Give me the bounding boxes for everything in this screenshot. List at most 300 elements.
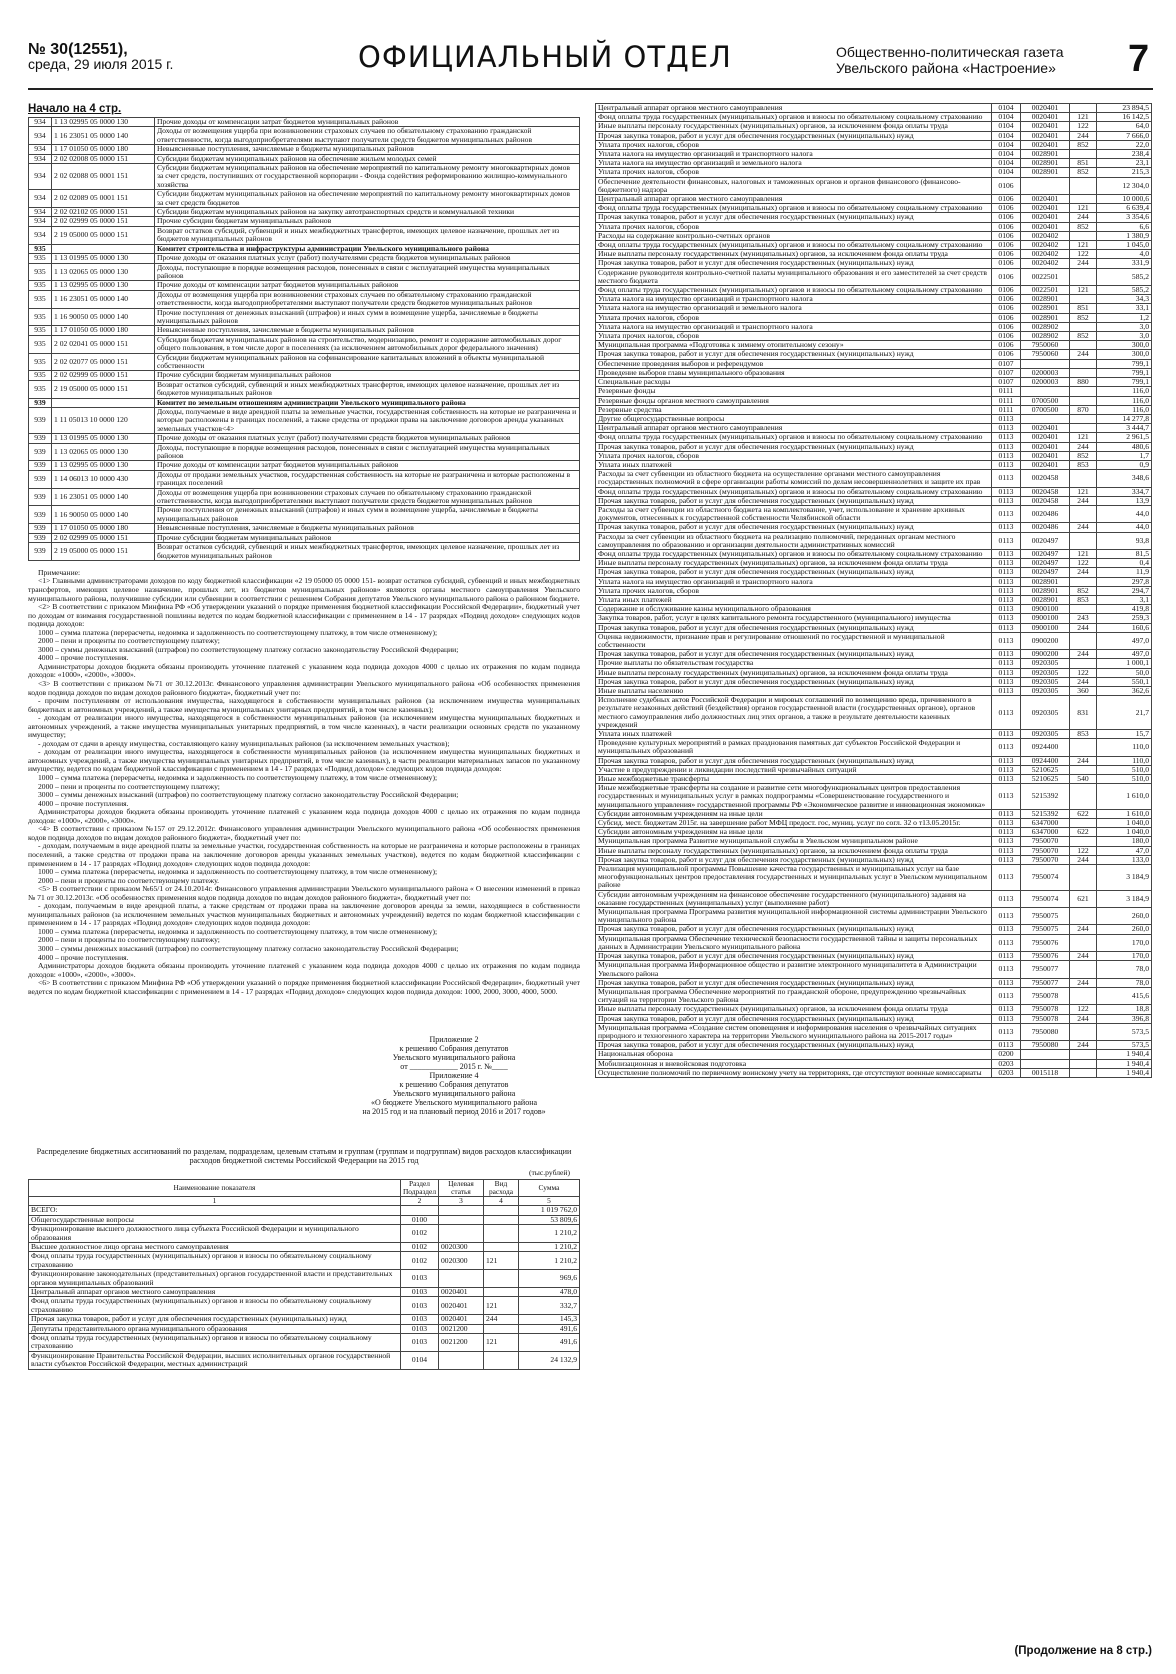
- table-row: [596, 568, 1152, 577]
- amount: 18,8: [1097, 1005, 1152, 1014]
- target-article: 0200003: [1021, 378, 1070, 387]
- table-row: [29, 226, 580, 244]
- amount: 238,4: [1097, 150, 1152, 159]
- table-row: [596, 350, 1152, 359]
- table-row: [29, 1351, 580, 1369]
- amount: 0,9: [1097, 460, 1152, 469]
- indicator-name: Прочая закупка товаров, работ и услуг для обеспечения государственных (муниципальных) нужд: [596, 756, 992, 765]
- section-code: 0113: [992, 496, 1021, 505]
- indicator-name: Уплата прочих налогов, сборов: [596, 140, 992, 149]
- section-code: 0103: [400, 1297, 438, 1315]
- column-header: Целевая статья: [439, 1179, 484, 1196]
- footnote-paragraph: 2000 – пени и проценты по соответствующему платежу;: [38, 935, 220, 945]
- revenue-name: Доходы, поступающие в порядке возмещения расходов, понесенных в связи с эксплуатацией имущества муниципальных районов: [155, 443, 580, 461]
- admin-code: 934: [29, 145, 52, 154]
- target-article: 6347000: [1021, 828, 1070, 837]
- expense-type: [1070, 1068, 1097, 1077]
- expense-type: 853: [1070, 595, 1097, 604]
- expense-type: 851: [1070, 159, 1097, 168]
- section-code: 0113: [992, 623, 1021, 632]
- revenue-code: 2 02 02041 05 0000 151: [52, 335, 155, 353]
- amount: 348,6: [1097, 470, 1152, 487]
- table-row: [596, 487, 1152, 496]
- amount: 415,6: [1097, 987, 1152, 1004]
- amount: 1 610,0: [1097, 784, 1152, 810]
- column-number: 3: [439, 1197, 484, 1206]
- indicator-name: Исполнение судебных актов Российской Федерации и мировых соглашений по возмещению вреда, причиненного в результате незаконных действий (бездействия) органов государственной власти (государственных органов), органов местного самоуправления либо должностных лиц этих органов, а также в результате деятельности казенных учреждений: [596, 696, 992, 730]
- expense-type: [1070, 987, 1097, 1004]
- indicator-name: Иные выплаты персоналу государственных (муниципальных) органов, за исключением фонда оплаты труда: [596, 1005, 992, 1014]
- amount: 23,1: [1097, 159, 1152, 168]
- admin-code: 935: [29, 254, 52, 263]
- indicator-name: Иные межбюджетные трансферты: [596, 775, 992, 784]
- expense-type: 851: [1070, 304, 1097, 313]
- target-article: 7950080: [1021, 1023, 1070, 1040]
- target-article: 7950070: [1021, 855, 1070, 864]
- expense-type: 244: [1070, 855, 1097, 864]
- amount: 491,6: [519, 1324, 580, 1333]
- expense-type: [484, 1324, 519, 1333]
- target-article: [1021, 1050, 1070, 1059]
- target-article: 0021200: [439, 1334, 484, 1352]
- indicator-name: Фонд оплаты труда государственных (муниципальных) органов и взносы по обязательному социальному страхованию: [596, 433, 992, 442]
- amount: 362,6: [1097, 687, 1152, 696]
- indicator-name: Уплата прочих налогов, сборов: [596, 586, 992, 595]
- indicator-name: Расходы на содержание контрольно-счетных органов: [596, 231, 992, 240]
- revenue-name: Прочие доходы от оказания платных услуг (работ) получателями средств бюджетов муниципальных районов: [155, 434, 580, 443]
- table-row: [596, 890, 1152, 907]
- section-code: 0113: [992, 532, 1021, 549]
- table-row: [596, 756, 1152, 765]
- indicator-name: Фонд оплаты труда государственных (муниципальных) органов и взносы по обязательному социальному страхованию: [596, 204, 992, 213]
- expense-type: 244: [1070, 259, 1097, 268]
- footnote-paragraph: <5> В соответствии с приказом №65/1 от 24.10.2014г. Финансового управления администрации Увельского муниципального района « О внесении изменений в приказ № 71 от 30.12.2013г. «Об особенностях применения кодов подвида доходов по видам доходов районного бюджета», бюджетный учет по:: [28, 884, 580, 902]
- admin-code: 939: [29, 524, 52, 533]
- target-article: 7950078: [1021, 987, 1070, 1004]
- admin-code: 934: [29, 217, 52, 226]
- expense-type: [484, 1270, 519, 1288]
- amount: 550,1: [1097, 677, 1152, 686]
- table-row: [596, 1050, 1152, 1059]
- table-row: [596, 1023, 1152, 1040]
- target-article: [439, 1206, 484, 1215]
- table-row: [596, 925, 1152, 934]
- revenue-name: Прочие доходы от компенсации затрат бюджетов муниципальных районов: [155, 118, 580, 127]
- target-article: 0020401: [1021, 204, 1070, 213]
- appendix-line: Увельского муниципального района: [392, 1088, 516, 1098]
- amount: 3,0: [1097, 332, 1152, 341]
- table-row: [596, 1014, 1152, 1023]
- amount: 573,5: [1097, 1041, 1152, 1050]
- indicator-name: Уплата налога на имущество организаций и транспортного налога: [596, 150, 992, 159]
- appendix-line: Приложение 4: [429, 1070, 479, 1080]
- footnote-paragraph: 3000 – суммы денежных взысканий (штрафов) по соответствующему платежу согласно законодательству Российской Федерации;: [38, 790, 459, 800]
- amount: 6 639,4: [1097, 204, 1152, 213]
- section-code: 0113: [992, 846, 1021, 855]
- indicator-name: Муниципальная программа Обеспечение мероприятий по гражданской обороне, предупреждению чрезвычайных ситуаций на территории Увельского района: [596, 987, 992, 1004]
- indicator-name: Прочая закупка товаров, работ и услуг для обеспечения государственных (муниципальных) нужд: [596, 952, 992, 961]
- expense-type: 852: [1070, 313, 1097, 322]
- section-code: 0113: [992, 451, 1021, 460]
- target-article: 0020401: [1021, 433, 1070, 442]
- expense-type: 852: [1070, 168, 1097, 177]
- target-article: 0020401: [1021, 460, 1070, 469]
- table-row: [29, 263, 580, 281]
- section-code: 0104: [992, 159, 1021, 168]
- section-code: 0104: [992, 122, 1021, 131]
- indicator-name: Прочая закупка товаров, работ и услуг для обеспечения государственных (муниципальных) нужд: [596, 568, 992, 577]
- amount: 116,0: [1097, 396, 1152, 405]
- indicator-name: Фонд оплаты труда государственных (муниципальных) органов и взносы по обязательному социальному страхованию: [29, 1297, 401, 1315]
- indicator-name: ВСЕГО:: [29, 1206, 401, 1215]
- footnote-paragraph: - доходам от реализации иного имущества, находящегося в собственности муниципальных районов (за исключением имущества муниципальных бюджетных и автономных учреждений, а также имущества муниципальных унитарных предприятий, в том числе казенных), в части реализации материальных запасов по указанному имуществу, ведется по кодам бюджетной классификации с применением в 14 - 17 разрядах «Подвид доходов» следующих кодов подвида доходов:: [28, 747, 580, 774]
- footnote-paragraph: 3000 – суммы денежных взысканий (штрафов) по соответствующему платежу согласно законодательству Российской Федерации;: [38, 943, 459, 953]
- expense-type: 122: [1070, 1005, 1097, 1014]
- amount: 44,0: [1097, 505, 1152, 522]
- revenue-name: Прочие поступления от денежных взысканий (штрафов) и иных сумм в возмещение ущерба, зачисляемые в бюджеты муниципальных районов: [155, 506, 580, 524]
- expense-type: 121: [1070, 286, 1097, 295]
- indicator-name: Оценка недвижимости, признание прав и регулирование отношений по государственной и муниципальной собственности: [596, 632, 992, 649]
- units-label: (тыс.рублей): [528, 1167, 570, 1177]
- revenue-name: Субсидии бюджетам муниципальных районов на обеспечение мероприятий по капитальному ремонту многоквартирных домов за счет средств, поступивших от государственной корпорации - Фонда содействия реформированию жилищно-коммунального хозяйства: [155, 164, 580, 190]
- expense-type: [1070, 532, 1097, 549]
- target-article: 0028901: [1021, 577, 1070, 586]
- expense-type: 540: [1070, 775, 1097, 784]
- expense-type: 852: [1070, 332, 1097, 341]
- target-article: 0900200: [1021, 632, 1070, 649]
- expense-type: 122: [1070, 250, 1097, 259]
- target-article: 0924400: [1021, 739, 1070, 756]
- amount: 145,3: [519, 1315, 580, 1324]
- section-code: 0113: [992, 952, 1021, 961]
- target-article: 0020401: [439, 1297, 484, 1315]
- section-code: 0113: [992, 470, 1021, 487]
- table-row: [29, 470, 580, 488]
- indicator-name: Функционирование Правительства Российской Федерации, высших исполнительных органов государственной власти субъектов Российской Федерации, местных администраций: [29, 1351, 401, 1369]
- section-code: 0113: [992, 595, 1021, 604]
- table-row: [596, 122, 1152, 131]
- indicator-name: Муниципальная программа «Подготовка к зимнему отопительному сезону»: [596, 341, 992, 350]
- expense-type: 244: [1070, 523, 1097, 532]
- indicator-name: Расходы за счет субвенции из областного бюджета на реализацию полномочий, переданных органам местного самоуправления по образованию и организации деятельности административных комиссий: [596, 532, 992, 549]
- indicator-name: Иные выплаты персоналу государственных (муниципальных) органов, за исключением фонда оплаты труда: [596, 122, 992, 131]
- amount: 300,0: [1097, 350, 1152, 359]
- table-header-num-row: [29, 1197, 580, 1206]
- section-code: 0113: [992, 696, 1021, 730]
- expense-type: 122: [1070, 668, 1097, 677]
- amount: 116,0: [1097, 405, 1152, 414]
- indicator-name: Резервные фонды органов местного самоуправления: [596, 396, 992, 405]
- revenue-code: 2 02 02008 05 0000 151: [52, 154, 155, 163]
- target-article: 0020497: [1021, 549, 1070, 558]
- expense-type: 121: [1070, 433, 1097, 442]
- target-article: 0020401: [1021, 131, 1070, 140]
- section-code: 0113: [992, 961, 1021, 978]
- admin-code: 934: [29, 208, 52, 217]
- section-code: 0103: [400, 1334, 438, 1352]
- amount: 33,1: [1097, 304, 1152, 313]
- target-article: 5210625: [1021, 775, 1070, 784]
- revenue-code: 2 02 02077 05 0000 151: [52, 353, 155, 371]
- section-code: 0113: [992, 442, 1021, 451]
- table-row: [29, 254, 580, 263]
- table-row: [596, 378, 1152, 387]
- expense-type: 852: [1070, 451, 1097, 460]
- revenue-code: 2 19 05000 05 0000 151: [52, 543, 155, 561]
- indicator-name: Прочая закупка товаров, работ и услуг для обеспечения государственных (муниципальных) нужд: [596, 978, 992, 987]
- table-row: [596, 177, 1152, 194]
- table-row: [29, 145, 580, 154]
- section-code: 0113: [992, 784, 1021, 810]
- appendix-line: к решению Собрания депутатов: [399, 1079, 509, 1089]
- admin-code: 934: [29, 164, 52, 190]
- expense-type: 831: [1070, 696, 1097, 730]
- revenue-code: 2 19 05000 05 0000 151: [52, 226, 155, 244]
- table-row: [596, 1068, 1152, 1077]
- indicator-name: Фонд оплаты труда государственных (муниципальных) органов и взносы по обязательному социальному страхованию: [29, 1334, 401, 1352]
- target-article: [1021, 387, 1070, 396]
- amount: 93,8: [1097, 532, 1152, 549]
- target-article: 0028901: [1021, 304, 1070, 313]
- section-code: 0106: [992, 322, 1021, 331]
- revenue-name: Прочие доходы от компенсации затрат бюджетов муниципальных районов: [155, 461, 580, 470]
- indicator-name: Проведение культурных мероприятий в рамках празднования памятных дат субъектов Российской Федерации и муниципальных образований: [596, 739, 992, 756]
- indicator-name: Иные межбюджетные трансферты на создание и развитие сети многофункциональных центров предоставления государственных и муниципальных услуг в рамках подпрограммы «Совершенствование государственного и муниципального управления» государственной программы РФ «Экономическое развитие и инновационная экономика»: [596, 784, 992, 810]
- revenue-code: 1 13 02995 05 0000 130: [52, 118, 155, 127]
- table-row: [596, 837, 1152, 846]
- section-code: 0104: [992, 131, 1021, 140]
- expense-type: [1070, 865, 1097, 891]
- indicator-name: Центральный аппарат органов местного самоуправления: [596, 424, 992, 433]
- amount: 170,0: [1097, 934, 1152, 951]
- amount: 799,1: [1097, 359, 1152, 368]
- section-title: ОФИЦИАЛЬНЫЙ ОТДЕЛ: [358, 40, 732, 74]
- column-number: 5: [519, 1197, 580, 1206]
- revenue-code: 1 13 02065 05 0000 130: [52, 263, 155, 281]
- section-code: 0106: [992, 241, 1021, 250]
- table-row: [596, 451, 1152, 460]
- target-article: 0028901: [1021, 168, 1070, 177]
- expense-type: [1070, 837, 1097, 846]
- revenue-name: Возврат остатков субсидий, субвенций и иных межбюджетных трансфертов, имеющих целевое назначение, прошлых лет из бюджетов муниципальных районов: [155, 226, 580, 244]
- admin-code: 935: [29, 371, 52, 380]
- target-article: 0021200: [439, 1324, 484, 1333]
- amount: 11,9: [1097, 568, 1152, 577]
- target-article: 5210625: [1021, 765, 1070, 774]
- target-article: 7950060: [1021, 341, 1070, 350]
- section-code: 0113: [992, 549, 1021, 558]
- table-row: [29, 281, 580, 290]
- revenue-code: 2 02 02999 05 0000 151: [52, 371, 155, 380]
- footnote-paragraph: Администраторы доходов бюджета обязаны производить уточнение платежей с указанием кода подвида доходов 4000 с целью их отражения по кодам подвида доходов: «1000», «2000», «3000».: [28, 961, 580, 979]
- section-code: 0113: [992, 487, 1021, 496]
- section-code: 0106: [992, 213, 1021, 222]
- indicator-name: Другие общегосударственные вопросы: [596, 414, 992, 423]
- table-row: [29, 164, 580, 190]
- indicator-name: Уплата налога на имущество организаций и земельного налога: [596, 159, 992, 168]
- target-article: 0020401: [439, 1287, 484, 1296]
- section-code: 0113: [992, 908, 1021, 925]
- table-row: [596, 304, 1152, 313]
- indicator-name: Фонд оплаты труда государственных (муниципальных) органов и взносы по обязательному социальному страхованию: [596, 113, 992, 122]
- amount: 585,2: [1097, 286, 1152, 295]
- amount: 14 277,8: [1097, 414, 1152, 423]
- section-code: 0113: [992, 577, 1021, 586]
- expense-type: [1070, 577, 1097, 586]
- publisher: [836, 44, 1064, 76]
- section-code: 0113: [992, 828, 1021, 837]
- section-code: 0106: [992, 250, 1021, 259]
- amount: 799,1: [1097, 368, 1152, 377]
- target-article: 0028902: [1021, 322, 1070, 331]
- footnote-paragraph: Администраторы доходов бюджета обязаны производить уточнение платежей с указанием кода подвида доходов 4000 с целью их отражения по кодам подвида доходов: «1000», «2000», «3000».: [28, 807, 580, 825]
- appendix-line: Приложение 2: [429, 1034, 479, 1044]
- revenue-name: Субсидии бюджетам муниципальных районов на обеспечение жильем молодых семей: [155, 154, 580, 163]
- revenue-name: Субсидии бюджетам муниципальных районов на софинансирование капитальных вложений в объекты муниципальной собственности: [155, 353, 580, 371]
- expense-type: 122: [1070, 122, 1097, 131]
- expense-type: 244: [1070, 442, 1097, 451]
- indicator-name: Уплата прочих налогов, сборов: [596, 313, 992, 322]
- amount: 1 040,0: [1097, 828, 1152, 837]
- section-code: 0113: [992, 855, 1021, 864]
- revenue-name: Доходы, получаемые в виде арендной платы за земельные участки, государственная собственность на которые не разграничена и которые расположены в границах поселений, а также средства от продажи права на заключение договоров аренды указанных земельных участков<4>: [155, 408, 580, 434]
- amount: 10 000,6: [1097, 195, 1152, 204]
- amount: 300,0: [1097, 341, 1152, 350]
- section-code: 0113: [992, 460, 1021, 469]
- revenue-name: Субсидии бюджетам муниципальных районов на обеспечение мероприятий по капитальному ремонту многоквартирных домов за счет средств бюджетов: [155, 190, 580, 208]
- continued-to: (Продолжение на 8 стр.): [1014, 1645, 1152, 1657]
- section-code: 0106: [992, 231, 1021, 240]
- target-article: 0020401: [1021, 222, 1070, 231]
- amount: 170,0: [1097, 952, 1152, 961]
- expense-type: 244: [1070, 213, 1097, 222]
- revenue-code: 2 02 02999 05 0000 151: [52, 533, 155, 542]
- table-row: [596, 523, 1152, 532]
- table-row: [596, 668, 1152, 677]
- expense-type: 244: [1070, 131, 1097, 140]
- revenue-name: Невыясненные поступления, зачисляемые в бюджеты муниципальных районов: [155, 145, 580, 154]
- admin-code: 939: [29, 470, 52, 488]
- target-article: 0020486: [1021, 523, 1070, 532]
- footnote-paragraph: <6> В соответствии с приказом Минфина РФ «Об утверждении указаний о порядке применения бюджетной классификации Российской Федерации», бюджетный учет ведется по кодам бюджетной классификации с применением в 14 - 17 разрядах «Подвид доходов» следующих кодов подвида доходов: 1000, 2000, 3000, 4000, 5000.: [28, 978, 580, 996]
- amount: 799,1: [1097, 378, 1152, 387]
- table-row: [596, 865, 1152, 891]
- amount: 2 961,5: [1097, 433, 1152, 442]
- amount: 1 000,1: [1097, 659, 1152, 668]
- amount: 510,0: [1097, 765, 1152, 774]
- revenue-code: 1 16 23051 05 0000 140: [52, 488, 155, 506]
- amount: 160,6: [1097, 623, 1152, 632]
- indicator-name: Уплата иных платежей: [596, 730, 992, 739]
- revenue-code: 2 02 02102 05 0000 151: [52, 208, 155, 217]
- target-article: 0020458: [1021, 487, 1070, 496]
- expense-type: 244: [1070, 350, 1097, 359]
- target-article: [439, 1351, 484, 1369]
- section-code: 0107: [992, 368, 1021, 377]
- section-code: 0113: [992, 668, 1021, 677]
- table-row: [29, 326, 580, 335]
- footnote-paragraph: - доходам, получаемым в виде арендной платы за земельные участки, государственная собственность на которые не разграничена и которые расположены в границах поселений, а также средства от продажи права на заключение договоров аренды указанных земельных участков), ведется по кодам бюджетной классификации с применением в 14 - 17 разрядах «Подвид доходов» следующих кодов подвида доходов:: [28, 841, 580, 868]
- admin-code: 934: [29, 118, 52, 127]
- expense-type: [1070, 1059, 1097, 1068]
- table-row: [596, 268, 1152, 285]
- amount: 3 354,6: [1097, 213, 1152, 222]
- footnote-paragraph: 2000 – пени и проценты по соответствующему платежу;: [38, 636, 220, 646]
- target-article: 7950078: [1021, 1005, 1070, 1014]
- indicator-name: Прочая закупка товаров, работ и услуг для обеспечения государственных (муниципальных) нужд: [596, 350, 992, 359]
- section-code: 0106: [992, 268, 1021, 285]
- section-code: 0113: [992, 890, 1021, 907]
- table-row: [29, 488, 580, 506]
- table-row: [596, 433, 1152, 442]
- revenue-name: Прочие субсидии бюджетам муниципальных районов: [155, 217, 580, 226]
- footnote-paragraph: - прочим поступлениям от использования имущества, находящегося в собственности муниципальных районов (за исключением имущества муниципальных бюджетных и автономных учреждений, а также имущества муниципальных унитарных предприятий, в том числе казенных);: [28, 696, 580, 714]
- target-article: 7950070: [1021, 846, 1070, 855]
- section-code: 0113: [992, 605, 1021, 614]
- target-article: 7950080: [1021, 1041, 1070, 1050]
- issue-number: № 30(12551),: [28, 41, 128, 58]
- table-row: [29, 1252, 580, 1270]
- indicator-name: Уплата налога на имущество организаций и транспортного налога: [596, 577, 992, 586]
- amount: 50,0: [1097, 668, 1152, 677]
- target-article: 7950060: [1021, 350, 1070, 359]
- indicator-name: Прочая закупка товаров, работ и услуг для обеспечения государственных (муниципальных) нужд: [596, 925, 992, 934]
- revenue-code: 1 13 02065 05 0000 130: [52, 443, 155, 461]
- section-code: 0106: [992, 195, 1021, 204]
- amount: 510,0: [1097, 775, 1152, 784]
- indicator-name: Фонд оплаты труда государственных (муниципальных) органов и взносы по обязательному социальному страхованию: [596, 487, 992, 496]
- expense-type: 853: [1070, 460, 1097, 469]
- indicator-name: Обеспечение деятельности финансовых, налоговых и таможенных органов и органов финансового (финансово-бюджетного) надзора: [596, 177, 992, 194]
- column-header: Наименование показателя: [29, 1179, 401, 1196]
- section-code: 0113: [992, 687, 1021, 696]
- expense-type: 244: [1070, 496, 1097, 505]
- expense-type: 853: [1070, 730, 1097, 739]
- section-code: 0106: [992, 350, 1021, 359]
- expense-type: [1070, 359, 1097, 368]
- target-article: 0028901: [1021, 586, 1070, 595]
- expense-type: 622: [1070, 809, 1097, 818]
- table-row: [29, 408, 580, 434]
- indicator-name: Прочая закупка товаров, работ и услуг для обеспечения государственных (муниципальных) нужд: [596, 677, 992, 686]
- target-article: 0900100: [1021, 605, 1070, 614]
- amount: 1 940,4: [1097, 1068, 1152, 1077]
- revenue-code: 1 14 06013 10 0000 430: [52, 470, 155, 488]
- amount: 1,2: [1097, 313, 1152, 322]
- expense-type: 852: [1070, 586, 1097, 595]
- table-row: [596, 1005, 1152, 1014]
- section-code: 0106: [992, 259, 1021, 268]
- target-article: 0028901: [1021, 159, 1070, 168]
- revenue-name: Доходы от возмещения ущерба при возникновении страховых случаев по обязательному страхованию гражданской ответственности, когда выгодоприобретателями выступают получатели средств бюджетов муниципальных районов: [155, 290, 580, 308]
- expense-type: 121: [1070, 487, 1097, 496]
- revenue-code: 1 13 02995 05 0000 130: [52, 461, 155, 470]
- expense-type: [1070, 632, 1097, 649]
- amount: 110,0: [1097, 739, 1152, 756]
- section-code: 0106: [992, 313, 1021, 322]
- indicator-name: Прочая закупка товаров, работ и услуг для обеспечения государственных (муниципальных) нужд: [596, 1014, 992, 1023]
- expense-type: [484, 1225, 519, 1243]
- indicator-name: Реализация муниципальной программы Повышение качества государственных и муниципальных услуг на базе многофункциональных центров предоставления государственных и муниципальных услуг в Увельском муниципальном районе: [596, 865, 992, 891]
- expense-table-left: [28, 1179, 580, 1370]
- target-article: 0020401: [1021, 140, 1070, 149]
- table-row: [29, 461, 580, 470]
- left-column: [28, 103, 580, 1370]
- section-code: 0113: [992, 865, 1021, 891]
- section-code: 0107: [992, 359, 1021, 368]
- target-article: 0900100: [1021, 614, 1070, 623]
- indicator-name: Прочая закупка товаров, работ и услуг для обеспечения государственных (муниципальных) нужд: [29, 1315, 401, 1324]
